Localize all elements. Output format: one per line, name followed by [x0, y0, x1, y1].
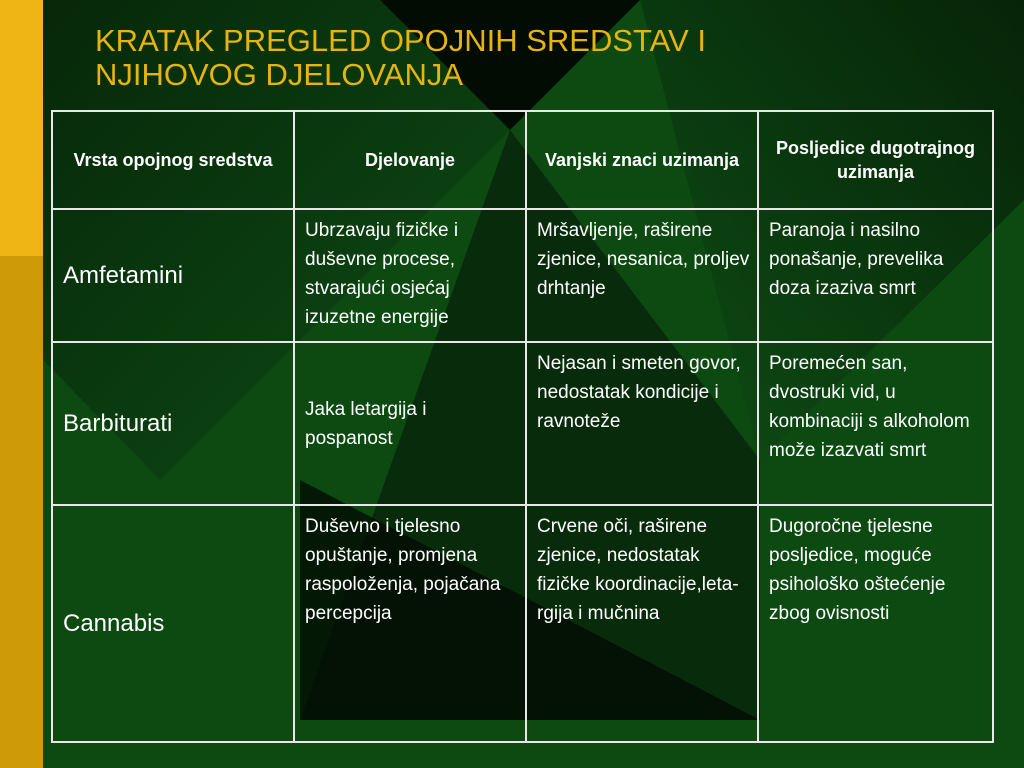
drug-overview-table — [51, 110, 994, 743]
cell-effect: Duševno i tjelesno opuštanje, promjena raspoloženja, pojačana percepcija — [294, 505, 526, 742]
header-substance-type: Vrsta opojnog sredstva — [52, 111, 294, 209]
cell-signs: Crvene oči, raširene zjenice, nedostatak fizičke koordinacije,leta-rgija i mučnina — [526, 505, 758, 742]
table-row — [52, 505, 993, 742]
table-row — [52, 342, 993, 505]
slide-title-line-1: KRATAK PREGLED OPOJNIH SREDSTAV I — [95, 23, 706, 58]
table-row — [52, 209, 993, 342]
row-name-amfetamini: Amfetamini — [52, 209, 294, 342]
header-effect: Djelovanje — [294, 111, 526, 209]
sidebar-accent-top — [0, 0, 43, 256]
sidebar-accent-bottom — [0, 256, 43, 768]
cell-consequences: Paranoja i nasilno ponašanje, prevelika doza izaziva smrt — [758, 209, 993, 342]
slide-title-line-2: NJIHOVOG DJELOVANJA — [95, 57, 464, 92]
cell-effect: Jaka letargija i pospanost — [294, 342, 526, 505]
slide-title — [95, 24, 995, 92]
cell-signs: Mršavljenje, raširene zjenice, nesanica, proljev drhtanje — [526, 209, 758, 342]
row-name-barbiturati: Barbiturati — [52, 342, 294, 505]
cell-consequences: Poremećen san, dvostruki vid, u kombinaciji s alkoholom može izazvati smrt — [758, 342, 993, 505]
cell-signs: Nejasan i smeten govor, nedostatak kondicije i ravnoteže — [526, 342, 758, 505]
header-external-signs: Vanjski znaci uzimanja — [526, 111, 758, 209]
cell-effect: Ubrzavaju fizičke i duševne procese, stvarajući osjećaj izuzetne energije — [294, 209, 526, 342]
table-header-row — [52, 111, 993, 209]
cell-consequences: Dugoročne tjelesne posljedice, moguće psihološko oštećenje zbog ovisnosti — [758, 505, 993, 742]
header-long-term-consequences: Posljedice dugotrajnog uzimanja — [758, 111, 993, 209]
row-name-cannabis: Cannabis — [52, 505, 294, 742]
